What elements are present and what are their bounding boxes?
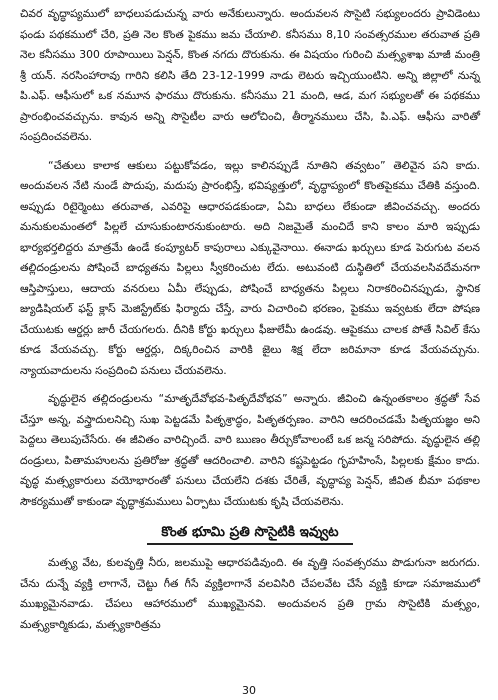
section-heading: కొంత భూమి ప్రతి సొసైటికి ఇవ్వుట [147,521,352,545]
page-number: 30 [242,684,256,697]
section-heading-wrapper [20,521,480,545]
paragraph-fishing-livelihood: మత్స్య వేట, కులవృత్తి నీరు, జలముపై ఆధారపడివుంది. ఈ వృత్తి సంవత్సరము పొడుగునా జరుగదు. చేను దున్నే వ్యక్తి లాగానే, చెట్టు గీత గీసే వ్యక్తిలాగానే వలవిసిరి చేపలవేట చేసే వ్యక్తి కూడా సమాజములో ముఖ్యమైనవాడు. చేపలు ఆహారములో ముఖ్యమైనవి. అందువలన ప్రతి గ్రామ సొసైటికి మత్స్యం, మత్స్యకార్మికుడు, మత్స్యకారిత్రమ [20,556,480,631]
paragraph-gap [20,148,480,156]
paragraph-savings-advice: “చేతులు కాలాక ఆకులు పట్టుకోవడం, ఇల్లు కాలినప్పుడే నూతిని తవ్వటం” తెలివైన పని కాదు. అందువలన నేటి నుండే పొదుపు, మదుపు ప్రారంభిస్తే, భవిష్యత్తులో, వృద్ధాప్యంలో కొంతపైకము చేతికి వస్తుంది. అప్పుడు రిటైర్మెంటు తరువాత, ఎవరిపై ఆధారపడకుండా, ఏమి బాధలు లేకుండా జీవించవచ్చు. అందరు మనుకులమంతలో పిల్లలే చూసుకుంటారనుకుంటారు. అది నిజమైతే మంచిదే కాని కాలం మారి ఇప్పుడు భార్యభర్తలిద్దరు మాత్రమే ఉండే కంప్యూటర్ కాపురాలు ఎక్కువైనాయి. ఈనాడు ఖర్చులు కూడ పెరుగుట వలన తల్లిదండ్రులను పోషించే బాధ్యతను పిల్లలు స్వీకరించుట లేదు. అటువంటి దుస్థితిలో చేయవలసివదేమనగా ఆస్తిపాస్తులు, ఆదాయ వనరులు ఏమీ లేప్పుడు, పోషించే బాధ్యతను పిల్లలు నిరాకరించినప్పుడు, స్థానిక జ్యుడిషియల్ ఫస్ట్ క్లాస్ మెజిస్ట్రేట్‌కు ఫిర్యాదు చేస్తే, వారు విచారించి భరణం, పైకము ఇవ్వటకు లేదా పోషణ చేయుటకు ఆర్డర్లు జారీ చేయగలరు. దీనికి కోర్టు ఖర్చులు ఫీజులేమీ ఉండవు. ఆపైకము చాలక పోతే సివిల్ కేసు కూడ వేయవచ్చు. కోర్టు ఆర్డర్లు, దిక్కరించిన వారికి జైలు శిక్ష లేదా జరిమానా కూడ వేయవచ్చును. న్యాయవాదులను సంప్రదించి పనులు చేయవలెను. [20,158,480,377]
paragraph-provident-fund: చివర వృద్ధాప్యములో బాధలుపడుచున్న వారు అనేకులున్నారు. అందువలన సొసైటి సభ్యులందరు ప్రావిడెంటు ఫండు పథకములో చేరి, ప్రతి నెల కొంత పైకము జమ చేయాలి. కనీసము 8,10 సంవత్సరముల తరువాత ప్రతి నెల కనీసము 300 రూపాయిలు పెన్షన్, కొంత నగదు దొరుకును. ఈ విషయం గురించి మత్స్యశాఖ మాజీ మంత్రి శ్రీ యన్. నరసింహారావు గారిని కలిసి తేది 23-12-1999 నాడు లెటరు ఇచ్చియుంటిని. అన్ని జిల్లాలో నున్న పి.ఎఫ్. ఆఫీసులో ఒక నమూన ఫారము దొరుకును. కనీసము 21 మంది, ఆడ, మగ సభ్యులతో ఈ పథకము ప్రారంభించవచ్చును. కావున అన్ని సొసైటీల వారు ఆలోచించి, తీర్మానములు చేసి, పి.ఎఫ్. ఆఫీసు వారితో సంప్రదించవలెను. [20,7,480,143]
paragraph-gap [20,381,480,389]
paragraph-care-of-parents: వృద్ధులైన తల్లిదండ్రులను “మాతృదేవోభవ-పితృదేవోభవ” అన్నారు. జీవించి ఉన్నంతకాలం శ్రద్ధతో సేవ చేస్తూ అన్న, వస్త్రాదులనిచ్చి సుఖ పెట్టడమే పితృశ్రాద్ధం, పితృతర్పణం. వారిని ఆదరించడమే పితృయజ్ఞం అని పెద్దలు తెలుపుచేసేరు. ఈ జీవితం వారిచ్చిందే. వారి ఋణం తీర్చుకోవాలంటే ఒక జన్మ సరిపోదు. వృద్ధులైన తల్లి దండ్రులు, పితామహులను ప్రతిరోజు శ్రద్ధతో ఆదరించాలి. వారిని కష్టపెట్టడం గృహహింసే, పిల్లలకు క్షేమం కాదు. వృద్ధ మత్స్యకారులు వయోభారంతో పనులు చేయలేని దశకు చేరితే, వృద్ధాప్య పెన్షన్, జీవిత బీమా పథకాల సౌకర్యముతో కాకుండా వృద్ధాశ్రమములు ఏర్పాటు చేయుటకు కృషి చేయవలెను. [20,392,480,508]
